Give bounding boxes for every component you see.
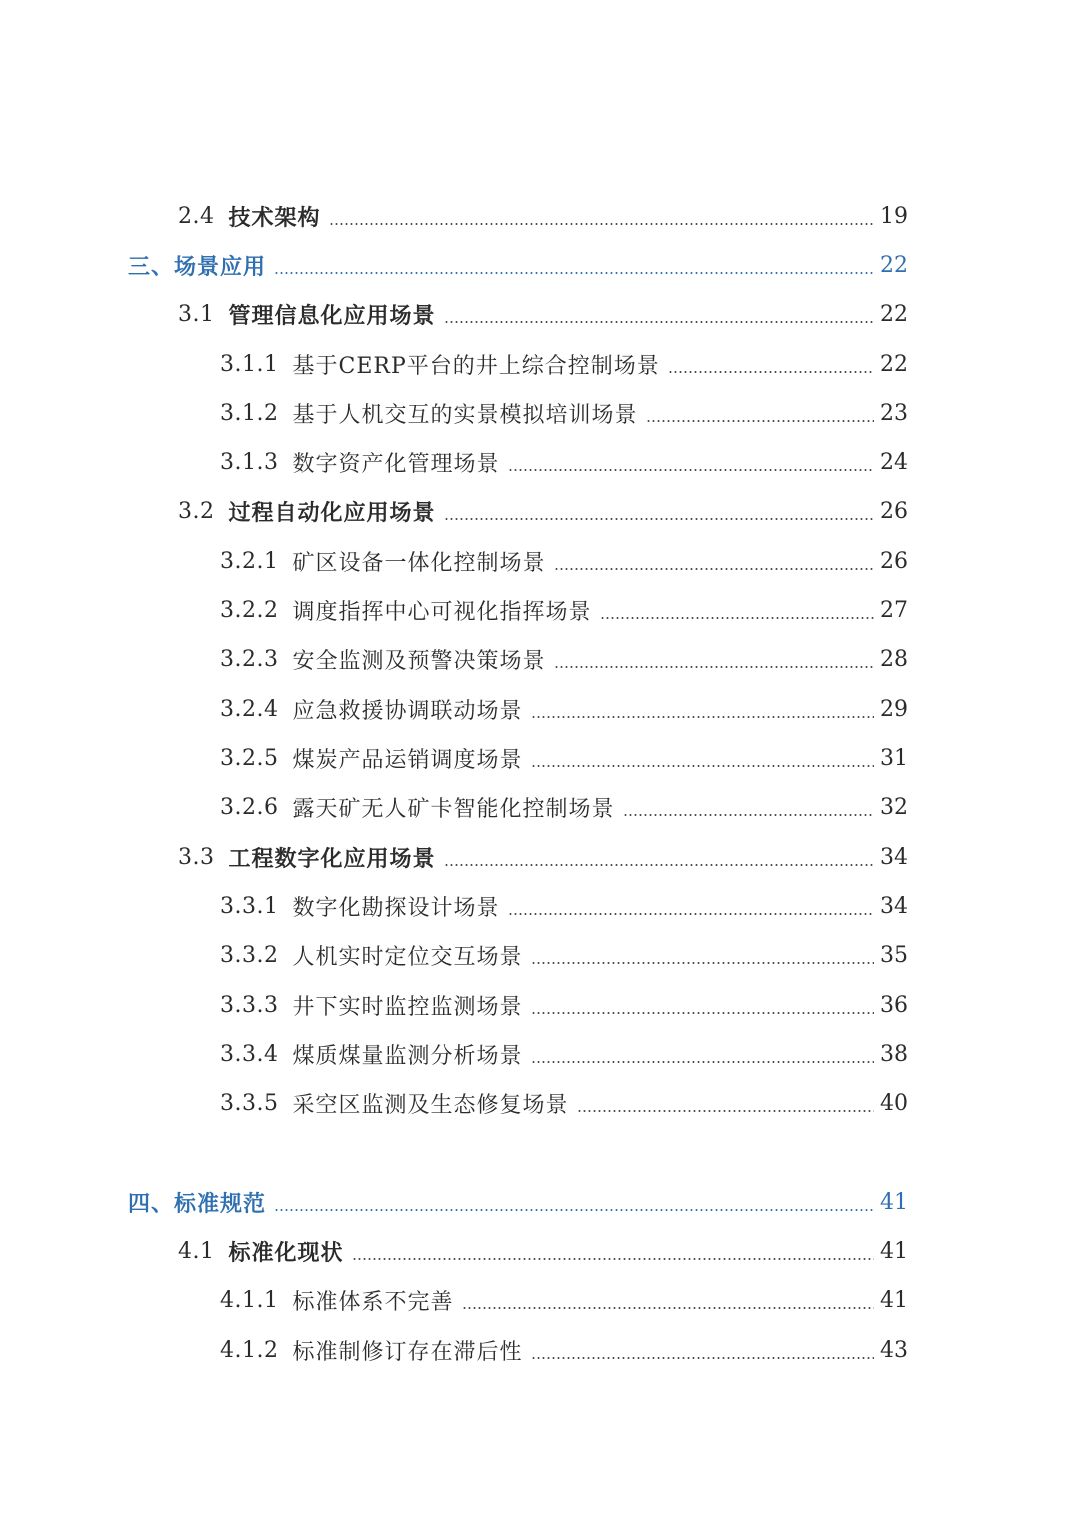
toc-entry-subsection[interactable] bbox=[220, 985, 908, 1025]
toc-entry-subsection[interactable] bbox=[220, 1280, 908, 1320]
toc-entry-chapter[interactable] bbox=[128, 1182, 908, 1222]
toc-entry-page-number: 22 bbox=[880, 301, 908, 327]
toc-entry-section[interactable] bbox=[178, 196, 908, 236]
toc-entry-title: 安全监测及预警决策场景 bbox=[292, 648, 546, 674]
toc-entry-title: 过程自动化应用场景 bbox=[228, 499, 436, 526]
toc-entry-title: 技术架构 bbox=[228, 204, 321, 231]
toc-entry-number: 4.1.2 bbox=[220, 1337, 279, 1363]
dot-leader bbox=[646, 420, 875, 422]
toc-entry-page-number: 34 bbox=[880, 893, 908, 919]
toc-entry-subsection[interactable] bbox=[220, 393, 908, 433]
toc-entry-page-number: 27 bbox=[880, 597, 908, 623]
toc-entry-title: 基于人机交互的实景模拟培训场景 bbox=[292, 402, 638, 428]
toc-entry-title: 基于CERP平台的井上综合控制场景 bbox=[292, 353, 660, 379]
toc-entry-subsection[interactable] bbox=[220, 689, 908, 729]
toc-entry-title: 露天矿无人矿卡智能化控制场景 bbox=[292, 796, 615, 822]
toc-entry-subsection[interactable] bbox=[220, 590, 908, 630]
toc-entry-title: 井下实时监控监测场景 bbox=[292, 994, 523, 1020]
toc-entry-title: 标准制修订存在滞后性 bbox=[292, 1339, 523, 1365]
toc-entry-subsection[interactable] bbox=[220, 1083, 908, 1123]
toc-entry-number: 3.1.2 bbox=[220, 400, 279, 426]
toc-entry-number: 3.2.6 bbox=[220, 794, 279, 820]
toc-entry-subsection[interactable] bbox=[220, 639, 908, 679]
toc-entry-subsection[interactable] bbox=[220, 541, 908, 581]
toc-entry-page-number: 36 bbox=[880, 992, 908, 1018]
toc-entry-page-number: 26 bbox=[880, 498, 908, 524]
toc-entry-number: 3.1.3 bbox=[220, 449, 279, 475]
toc-entry-subsection[interactable] bbox=[220, 886, 908, 926]
toc-entry-section[interactable] bbox=[178, 837, 908, 877]
toc-entry-number: 3.3.3 bbox=[220, 992, 279, 1018]
dot-leader bbox=[600, 617, 875, 619]
dot-leader bbox=[531, 1012, 875, 1014]
toc-entry-title: 煤炭产品运销调度场景 bbox=[292, 747, 523, 773]
toc-entry-subsection[interactable] bbox=[220, 787, 908, 827]
toc-entry-title: 人机实时定位交互场景 bbox=[292, 944, 523, 970]
toc-entry-subsection[interactable] bbox=[220, 1330, 908, 1370]
toc-entry-page-number: 41 bbox=[880, 1287, 908, 1313]
toc-entry-subsection[interactable] bbox=[220, 1034, 908, 1074]
toc-entry-number: 3.1.1 bbox=[220, 351, 279, 377]
toc-entry-title: 四、标准规范 bbox=[128, 1190, 267, 1217]
toc-entry-page-number: 41 bbox=[880, 1189, 908, 1215]
toc-entry-title: 应急救援协调联动场景 bbox=[292, 698, 523, 724]
toc-entry-title: 工程数字化应用场景 bbox=[228, 845, 436, 872]
toc-entry-page-number: 22 bbox=[880, 351, 908, 377]
toc-entry-number: 3.3.4 bbox=[220, 1041, 279, 1067]
dot-leader bbox=[531, 765, 875, 767]
toc-entry-page-number: 28 bbox=[880, 646, 908, 672]
dot-leader bbox=[531, 1061, 875, 1063]
toc-entry-page-number: 31 bbox=[880, 745, 908, 771]
toc-entry-page-number: 41 bbox=[880, 1238, 908, 1264]
dot-leader bbox=[508, 913, 875, 915]
dot-leader bbox=[329, 223, 874, 225]
toc-entry-page-number: 43 bbox=[880, 1337, 908, 1363]
toc-entry-number: 3.2.5 bbox=[220, 745, 279, 771]
toc-entry-page-number: 34 bbox=[880, 844, 908, 870]
toc-entry-page-number: 35 bbox=[880, 942, 908, 968]
toc-entry-page-number: 32 bbox=[880, 794, 908, 820]
toc-entry-title: 标准化现状 bbox=[228, 1239, 344, 1266]
toc-entry-number: 3.3.5 bbox=[220, 1090, 279, 1116]
toc-entry-title: 标准体系不完善 bbox=[292, 1289, 454, 1315]
toc-entry-number: 3.3.2 bbox=[220, 942, 279, 968]
toc-entry-chapter[interactable] bbox=[128, 245, 908, 285]
toc-entry-section[interactable] bbox=[178, 294, 908, 334]
toc-entry-page-number: 38 bbox=[880, 1041, 908, 1067]
dot-leader bbox=[274, 272, 874, 274]
toc-entry-subsection[interactable] bbox=[220, 442, 908, 482]
toc-entry-title: 调度指挥中心可视化指挥场景 bbox=[292, 599, 592, 625]
toc-entry-page-number: 26 bbox=[880, 548, 908, 574]
toc-entry-number: 3.2.3 bbox=[220, 646, 279, 672]
toc-entry-page-number: 29 bbox=[880, 696, 908, 722]
dot-leader bbox=[531, 1357, 875, 1359]
toc-entry-subsection[interactable] bbox=[220, 935, 908, 975]
toc-entry-number: 3.2.1 bbox=[220, 548, 279, 574]
toc-entry-number: 3.3 bbox=[178, 844, 215, 870]
toc-entry-title: 数字化勘探设计场景 bbox=[292, 895, 500, 921]
toc-entry-number: 3.2.2 bbox=[220, 597, 279, 623]
toc-entry-title: 数字资产化管理场景 bbox=[292, 451, 500, 477]
toc-entry-page-number: 40 bbox=[880, 1090, 908, 1116]
dot-leader bbox=[531, 716, 875, 718]
toc-entry-title: 矿区设备一体化控制场景 bbox=[292, 550, 546, 576]
toc-entry-number: 3.1 bbox=[178, 301, 215, 327]
dot-leader bbox=[352, 1258, 874, 1260]
dot-leader bbox=[508, 469, 875, 471]
toc-entry-page-number: 19 bbox=[880, 203, 908, 229]
dot-leader bbox=[554, 568, 875, 570]
toc-entry-subsection[interactable] bbox=[220, 344, 908, 384]
toc-entry-page-number: 22 bbox=[880, 252, 908, 278]
dot-leader bbox=[554, 666, 875, 668]
dot-leader bbox=[444, 864, 874, 866]
toc-entry-number: 3.2.4 bbox=[220, 696, 279, 722]
toc-entry-number: 3.2 bbox=[178, 498, 215, 524]
toc-entry-section[interactable] bbox=[178, 491, 908, 531]
toc-entry-number: 2.4 bbox=[178, 203, 215, 229]
dot-leader bbox=[668, 371, 874, 373]
dot-leader bbox=[444, 321, 874, 323]
toc-entry-title: 煤质煤量监测分析场景 bbox=[292, 1043, 523, 1069]
toc-entry-subsection[interactable] bbox=[220, 738, 908, 778]
dot-leader bbox=[531, 962, 875, 964]
toc-entry-page-number: 24 bbox=[880, 449, 908, 475]
dot-leader bbox=[623, 814, 875, 816]
toc-entry-page-number: 23 bbox=[880, 400, 908, 426]
toc-entry-section[interactable] bbox=[178, 1231, 908, 1271]
dot-leader bbox=[274, 1209, 874, 1211]
toc-entry-number: 4.1.1 bbox=[220, 1287, 279, 1313]
toc-entry-number: 4.1 bbox=[178, 1238, 215, 1264]
dot-leader bbox=[462, 1307, 875, 1309]
dot-leader bbox=[444, 518, 874, 520]
toc-entry-title: 三、场景应用 bbox=[128, 253, 267, 280]
toc-entry-title: 管理信息化应用场景 bbox=[228, 302, 436, 329]
toc-entry-title: 采空区监测及生态修复场景 bbox=[292, 1092, 569, 1118]
dot-leader bbox=[577, 1110, 875, 1112]
toc-entry-number: 3.3.1 bbox=[220, 893, 279, 919]
